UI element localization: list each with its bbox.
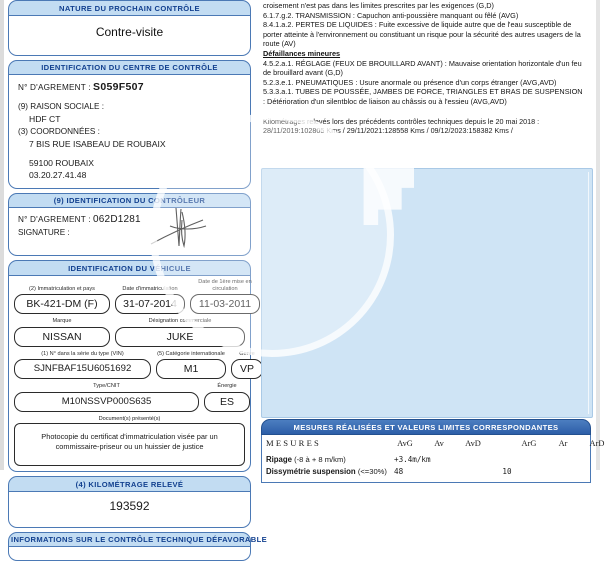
measure-label-name: Dissymétrie suspension [266, 467, 356, 476]
mileage-panel [8, 492, 251, 528]
documents-field [14, 416, 245, 467]
first-circulation-value: 11-03-2011 [190, 294, 260, 314]
unfavorable-info-section [8, 532, 251, 561]
page-right-margin [596, 0, 600, 470]
blue-field-inner-edge [588, 172, 589, 414]
minor-defects-header: Défaillances mineures [263, 49, 586, 59]
measures-section [261, 419, 591, 483]
registration-date-caption: Date d'immatriculation [115, 286, 185, 295]
next-control-section [8, 0, 251, 56]
vehicle-row-vin [14, 351, 245, 380]
watermark-ring-icon [150, 113, 394, 357]
documents-caption: Document(s) présenté(s) [14, 416, 245, 422]
genre-caption: Genre [231, 351, 263, 360]
defect-item: 6.1.7.g.2. TRANSMISSION : Capuchon anti-poussière manquant ou fêlé (AVG) [263, 11, 586, 21]
mileage-banner: (4) KILOMÉTRAGE RELEVÉ [8, 476, 251, 492]
unfavorable-info-banner: INFORMATIONS SUR LE CONTRÔLE TECHNIQUE DÉFAVORABLE [8, 532, 251, 548]
minor-defect-item: 5.3.3.a.1. TUBES DE POUSSÉE, JAMBES DE FORCE, TRIANGLES ET BRAS DE SUSPENSION : Détérioration d'un silentbloc de liaison au châssis ou à l'essieu (AVG,AVD) [263, 87, 586, 106]
unfavorable-info-panel [8, 547, 251, 561]
mileage-section [8, 476, 251, 528]
column-header-ard: ArD [580, 439, 614, 448]
measures-header-row [262, 438, 590, 452]
right-column [257, 0, 596, 470]
center-address-label: (3) COORDONNÉES : [9, 126, 250, 139]
documents-value: Photocopie du certificat d'immatriculation visée par un commissaire-priseur ou un huissier de justice [14, 423, 245, 466]
vehicle-row-type [14, 383, 245, 412]
vehicle-banner: IDENTIFICATION DU VÉHICULE [8, 260, 251, 276]
center-agreement-label: N° D'AGREMENT : [18, 83, 91, 92]
measure-value-front: 48 [388, 467, 484, 476]
mileage-history-intro: Kilométrages relevés lors des précédents contrôles techniques depuis le 20 mai 2018 : [263, 117, 586, 127]
center-agreement-row [9, 81, 250, 95]
next-control-panel [8, 16, 251, 56]
measure-label-name: Ripage [266, 455, 292, 464]
defect-line-continued: croisement n'est pas dans les limites prescrites par les exigences (G,D) [263, 1, 586, 11]
center-address-line2: 59100 ROUBAIX [9, 157, 250, 170]
vin-caption: (1) N° dans la série du type (VIN) [14, 351, 151, 360]
controller-agreement-label: N° D'AGREMENT : [18, 215, 91, 224]
make-field [14, 318, 110, 347]
energy-value: ES [204, 392, 250, 412]
next-control-value: Contre-visite [9, 16, 250, 55]
control-center-banner: IDENTIFICATION DU CENTRE DE CONTRÔLE [8, 60, 251, 76]
measure-row [262, 464, 590, 476]
next-control-banner: NATURE DU PROCHAIN CONTRÔLE [8, 0, 251, 16]
model-caption: Désignation commerciale [115, 318, 245, 327]
measures-banner: MESURES RÉALISÉES ET VALEURS LIMITES CORRESPONDANTES [261, 419, 591, 435]
measures-table [261, 435, 591, 483]
mileage-value: 193592 [9, 492, 250, 527]
make-caption: Marque [14, 318, 110, 327]
column-header-arg: ArG [512, 439, 546, 448]
column-header-avg: AvG [388, 439, 422, 448]
center-company-value: HDF CT [9, 113, 250, 126]
type-field [14, 383, 199, 412]
minor-defect-item: 4.5.2.a.1. RÉGLAGE (FEUX DE BROUILLARD AVANT) : Mauvaise orientation horizontale d'un feu de brouillard avant (G,D) [263, 59, 586, 78]
type-value: M10NSSVP000S635 [14, 392, 199, 412]
defects-block [257, 0, 596, 107]
center-company-label: (9) RAISON SOCIALE : [9, 101, 250, 114]
column-header-ar: Ar [546, 439, 580, 448]
minor-defect-item: 5.2.3.e.1. PNEUMATIQUES : Usure anormale ou présence d'un corps étranger (AVG,AVD) [263, 78, 586, 88]
controller-signature-label: SIGNATURE : [9, 227, 250, 240]
make-value: NISSAN [14, 327, 110, 347]
energy-field [204, 383, 250, 412]
plate-field [14, 286, 110, 315]
energy-caption: Énergie [204, 383, 250, 392]
measure-label [266, 467, 388, 476]
center-agreement-value: S059F507 [93, 81, 144, 93]
measure-value-front: +3.4m/km [388, 455, 484, 464]
plate-caption: (2) Immatriculation et pays [14, 286, 110, 295]
plate-value: BK-421-DM (F) [14, 294, 110, 314]
model-value: JUKE [115, 327, 245, 347]
center-phone: 03.20.27.41.48 [9, 169, 250, 182]
column-header-avd: AvD [456, 439, 490, 448]
category-field [156, 351, 226, 380]
category-value: M1 [156, 359, 226, 379]
mileage-history-entries: 28/11/2019:102805 Kms / 29/11/2021:128558 Kms / 09/12/2023:158382 Kms / [263, 126, 586, 136]
measure-row [262, 452, 590, 464]
genre-value: VP [231, 359, 263, 379]
measures-name-header: MESURES [266, 438, 388, 448]
category-caption: (5) Catégorie internationale [156, 351, 226, 360]
measure-label-range: (-8 à + 8 m/km) [294, 455, 346, 464]
decorative-blue-field [261, 168, 593, 418]
controller-banner: (9) IDENTIFICATION DU CONTRÔLEUR [8, 193, 251, 209]
measure-label-range: (<=30%) [358, 467, 387, 476]
vin-value: SJNFBAF15U6051692 [14, 359, 151, 379]
measure-label [266, 455, 388, 464]
center-address-line1: 7 BIS RUE ISABEAU DE ROUBAIX [9, 138, 250, 151]
controller-agreement-value: 062D1281 [93, 214, 141, 225]
measure-value-rear: 10 [484, 467, 530, 476]
registration-date-value: 31-07-2014 [115, 294, 185, 314]
first-circulation-caption: Date de 1ère mise en circulation [190, 279, 260, 295]
vin-field [14, 351, 151, 380]
column-header-av: Av [422, 439, 456, 448]
type-caption: Type/CNIT [14, 383, 199, 392]
defect-item: 8.4.1.a.2. PERTES DE LIQUIDES : Fuite excessive de liquide autre que de l'eau susceptible de porter atteinte à l'environnement ou constituant un risque pour la sécurité des autres usagers de la route (AV) [263, 20, 586, 49]
